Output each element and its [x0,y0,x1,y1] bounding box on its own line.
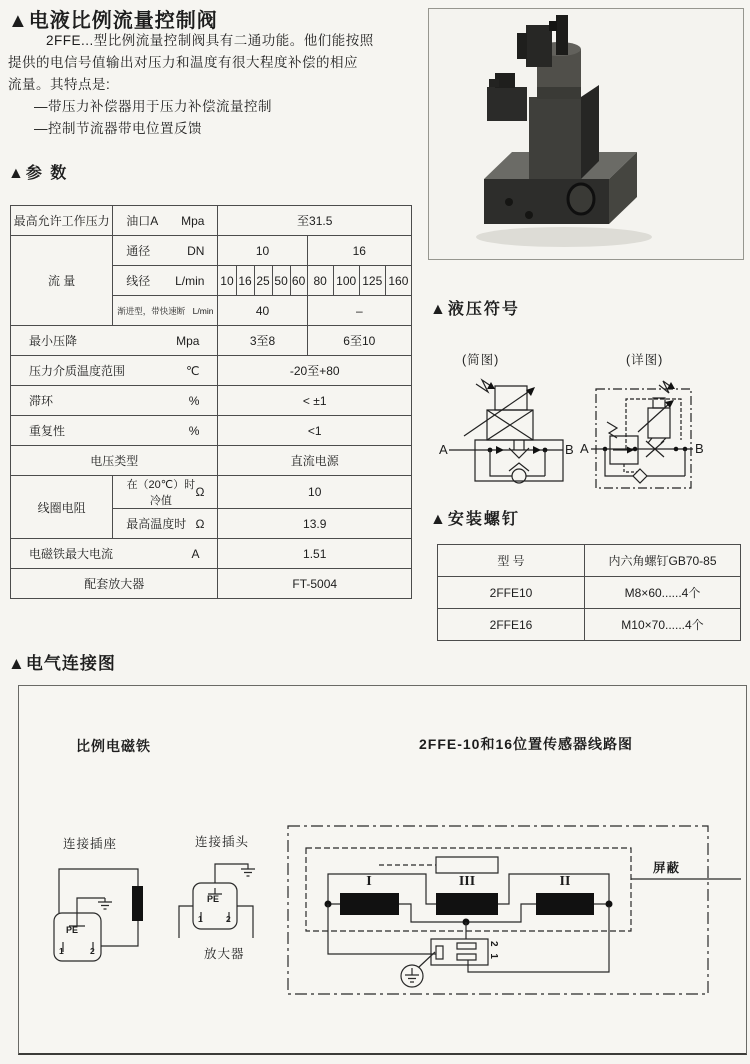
sub-label: 线径 [126,274,151,288]
param-label [11,326,218,356]
param-value: 10 [218,476,412,509]
params-table [10,205,412,599]
param-value: 6至10 [307,326,411,356]
port-b-label: B [565,442,574,457]
model-cell: 2FFE10 [438,577,585,609]
intro-line: 2FFE...型比例流量控制阀具有二通功能。他们能按照 [46,33,374,48]
param-value: <1 [218,416,412,446]
table-row [438,609,741,641]
param-value: 160 [385,266,411,296]
unit-label: Ω [195,485,205,499]
table-row [11,236,412,266]
electrical-diagram-panel [18,685,747,1055]
table-row [11,356,412,386]
params-title: ▲参 数 [8,165,69,182]
coil-1-label: I [366,874,372,889]
hydraulic-title: ▲液压符号 [430,301,520,318]
connector-terminal-label: 2 1 [488,941,499,961]
port-a-label: A [439,442,448,457]
plug-pin1-label: 1 [198,914,203,924]
hydraulic-symbol-simple [438,368,578,513]
intro-paragraph [8,30,432,140]
param-label: 最高允许工作压力 [11,206,113,236]
param-label: 电压类型 [11,446,218,476]
sub-label: 电磁铁最大电流 [29,547,114,561]
sub-label: 滞环 [29,394,54,408]
sub-label: 在（20℃）时冷值 [126,479,196,507]
param-value: 60 [290,266,307,296]
socket-label: 连接插座 [63,837,118,851]
column-header: 内六角螺钉GB70-85 [585,545,741,577]
param-value: FT-5004 [218,569,412,599]
param-value: 1.51 [218,539,412,569]
param-label [11,356,218,386]
screws-title: ▲安装螺钉 [430,511,520,528]
table-row [11,476,412,509]
table-row [11,446,412,476]
unit-label: Mpa [181,213,205,228]
amplifier-label: 放大器 [204,947,245,961]
port-b-label: B [695,441,704,456]
sub-label: 压力介质温度范围 [29,364,126,378]
model-cell: 2FFE16 [438,609,585,641]
plug-pin2-label: 2 [226,914,231,924]
param-value: -20至+80 [218,356,412,386]
sub-label: 油口A [126,214,159,228]
electrical-title: ▲电气连接图 [8,654,116,673]
page-title: ▲电液比例流量控制阀 [8,10,218,32]
unit-label: A [191,546,200,561]
unit-label: L/min [175,273,205,288]
param-sublabel [113,476,218,509]
param-value: 40 [218,296,307,326]
param-sublabel [113,509,218,539]
intro-line: 提供的电信号值输出对压力和温度有很大程度补偿的相应 [8,55,358,70]
socket-pin1-label: 1 [59,946,64,956]
param-value: – [307,296,411,326]
spec-cell: M10×70......4个 [585,609,741,641]
param-value: 80 [307,266,333,296]
param-label [11,416,218,446]
table-row [11,326,412,356]
param-sublabel [113,296,218,326]
param-sublabel [113,266,218,296]
unit-label: L/min [192,305,214,316]
param-label [11,539,218,569]
table-row [438,545,741,577]
socket-pin2-label: 2 [90,946,95,956]
sub-label: 渐进型，带快速断 [117,305,186,316]
sub-label: 通径 [126,244,151,258]
param-value: 10 [218,266,236,296]
shield-label: 屏蔽 [653,861,681,875]
circuit-wires [19,686,746,1053]
simple-diagram-caption: (简图) [462,353,500,367]
param-value: 16 [236,266,254,296]
param-label: 配套放大器 [11,569,218,599]
table-row [11,386,412,416]
coil-3-label: III [458,874,476,889]
table-row [11,569,412,599]
plug-label: 连接插头 [195,835,250,849]
param-sublabel [113,206,218,236]
unit-label: Mpa [176,333,200,348]
unit-label: DN [187,243,205,258]
sub-label: 重复性 [29,424,66,438]
unit-label: % [188,423,200,438]
sub-label: 最高温度时 [126,517,187,531]
table-row [438,577,741,609]
param-value: 10 [218,236,307,266]
param-value: 25 [254,266,272,296]
valve-photo-illustration [429,9,743,259]
spec-cell: M8×60......4个 [585,577,741,609]
intro-line: —带压力补偿器用于压力补偿流量控制 [34,99,272,114]
detail-diagram-caption: (详图) [626,353,664,367]
param-value: 3至8 [218,326,307,356]
param-value: 100 [333,266,359,296]
table-row [11,416,412,446]
param-value: 直流电源 [218,446,412,476]
param-value: 16 [307,236,411,266]
unit-label: ℃ [185,363,200,378]
product-photo [428,8,744,260]
plug-pe-label: PE [207,894,220,904]
table-row [11,539,412,569]
param-label [11,386,218,416]
table-row [11,206,412,236]
param-value: 50 [272,266,290,296]
param-value: < ±1 [218,386,412,416]
hydraulic-symbol-detailed [575,368,745,513]
coil-2-label: II [559,874,571,889]
socket-pe-label: PE [66,925,79,935]
param-value: 13.9 [218,509,412,539]
param-value: 125 [359,266,385,296]
param-label: 流 量 [11,236,113,326]
param-sublabel [113,236,218,266]
intro-line: —控制节流器带电位置反馈 [34,121,202,136]
param-value: 至31.5 [218,206,412,236]
port-a-label: A [580,441,589,456]
circuit-title: 2FFE-10和16位置传感器线路图 [419,736,634,752]
param-label: 线圈电阻 [11,476,113,539]
unit-label: Ω [195,516,205,531]
solenoid-label: 比例电磁铁 [76,738,151,754]
unit-label: % [188,393,200,408]
screws-table [437,544,741,641]
intro-line: 流量。其特点是: [8,77,111,92]
column-header: 型 号 [438,545,585,577]
sub-label: 最小压降 [29,334,78,348]
